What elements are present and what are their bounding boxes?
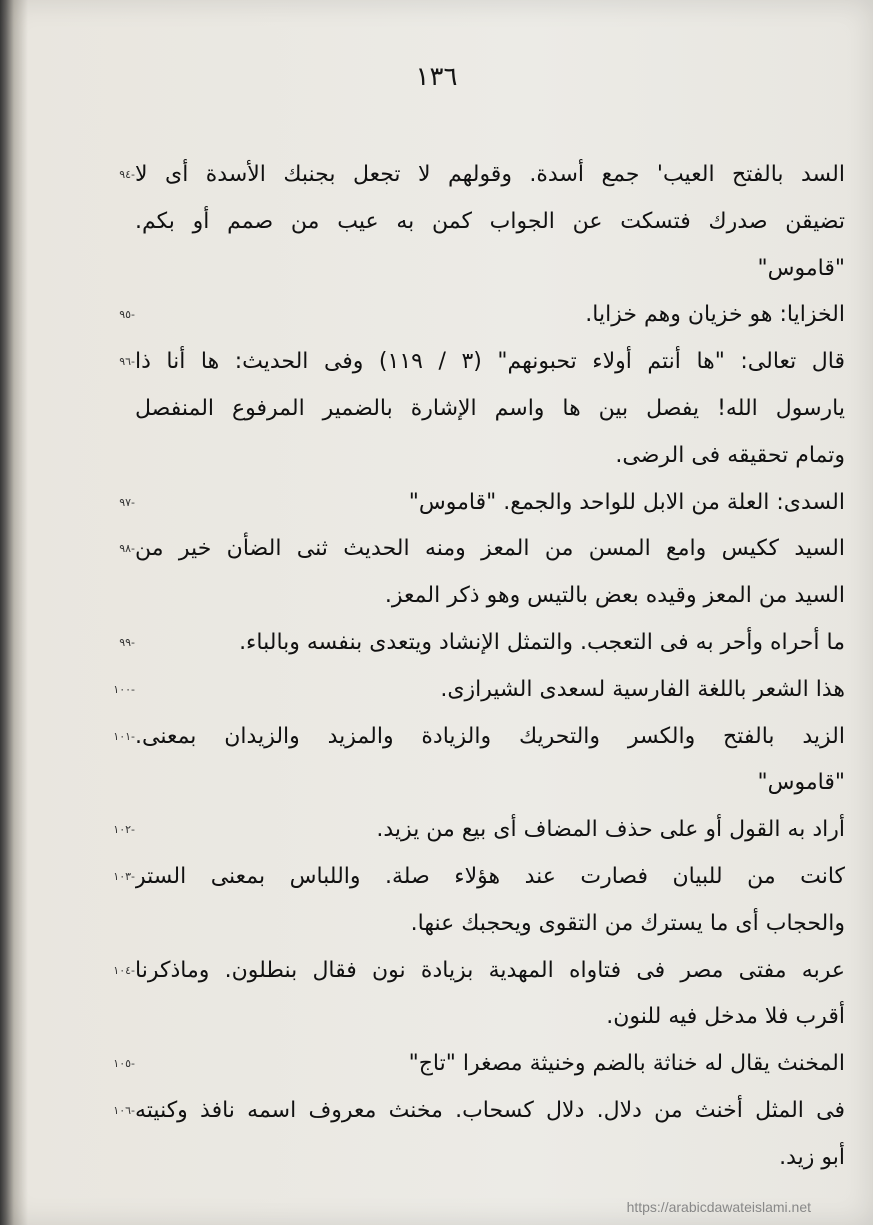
footnote-line: الخزايا: هو خزيان وهم خزايا. xyxy=(585,302,845,328)
footnote-line: هذا الشعر باللغة الفارسية لسعدى الشيرازى. xyxy=(440,676,845,702)
footnote-number: -٩٦ xyxy=(119,355,135,369)
footnote-line: والحجاب أى ما يسترك من التقوى ويحجبك عنها. xyxy=(410,910,845,936)
footnote-line: السيد ككيس وامع المسن من المعز ومنه الحديث ثنى الضأن خير من xyxy=(135,536,845,562)
footnote-line: السيد من المعز وقيده بعض بالتيس وهو ذكر المعز. xyxy=(384,583,845,609)
footnote-number: -٩٧ xyxy=(119,495,135,509)
footnote-body xyxy=(135,152,845,292)
watermark-url: https://arabicdawateislami.net xyxy=(626,1199,811,1215)
footnote-number: -١٠٦ xyxy=(113,1103,135,1117)
footnote-body xyxy=(135,480,845,527)
footnote-line: عربه مفتى مصر فى فتاواه المهدية بزيادة نون فقال بنطلون. وماذكرنا xyxy=(135,957,845,983)
page-number: ١٣٦ xyxy=(415,62,458,92)
footnote-line: فى المثل أخنث من دلال. دلال كسحاب. مخنث معروف اسمه نافذ وكنيته xyxy=(135,1097,845,1123)
footnote xyxy=(55,480,845,527)
footnote-number: -١٠٠ xyxy=(113,682,135,696)
footnote-line: المخنث يقال له خناثة بالضم وخنيثة مصغرا "تاج" xyxy=(408,1051,845,1077)
footnote-number: -٩٥ xyxy=(119,308,135,322)
footnote-body xyxy=(135,948,845,1042)
footnote xyxy=(55,339,845,479)
footnote-number: -٩٨ xyxy=(119,542,135,556)
footnote-line: الزيد بالفتح والكسر والتحريك والزيادة والمزيد والزيدان بمعنى. xyxy=(135,723,845,749)
footnote-line: أقرب فلا مدخل فيه للنون. xyxy=(606,1004,845,1030)
footnote xyxy=(55,714,845,808)
footnote-number: -٩٤ xyxy=(119,168,135,181)
footnote-line: تضيقن صدرك فتسكت عن الجواب كمن به عيب من صمم أو بكم. xyxy=(135,208,845,234)
footnote xyxy=(55,526,845,620)
footnote-number: -١٠٥ xyxy=(113,1057,135,1071)
footnote-body xyxy=(135,667,845,714)
footnotes-list xyxy=(55,152,845,1182)
footnote-number: -١٠١ xyxy=(113,729,135,743)
footnote-line: ما أحراه وأحر به فى التعجب. والتمثل الإنشاد ويتعدى بنفسه وبالباء. xyxy=(239,629,845,655)
footnote-line: يارسول الله! يفصل بين ها واسم الإشارة بالضمير المرفوع المنفصل xyxy=(135,395,845,421)
footnote-line: "قاموس" xyxy=(757,770,845,796)
footnote-body xyxy=(135,714,845,808)
footnote xyxy=(55,292,845,339)
footnote-body xyxy=(135,807,845,854)
footnote-body xyxy=(135,854,845,948)
footnote-body xyxy=(135,526,845,620)
footnote xyxy=(55,948,845,1042)
footnote-line: وتمام تحقيقه فى الرضى. xyxy=(615,442,845,468)
footnote-line: أراد به القول أو على حذف المضاف أى بيع من يزيد. xyxy=(376,817,845,843)
footnote-line: كانت من للبيان فصارت عند هؤلاء صلة. واللباس بمعنى الستر xyxy=(135,863,845,889)
footnote-body xyxy=(135,1041,845,1088)
footnote xyxy=(55,1041,845,1088)
footnote xyxy=(55,1088,845,1182)
footnote-number: -٩٩ xyxy=(119,635,135,649)
footnote xyxy=(55,807,845,854)
footnote-line: السدى: العلة من الابل للواحد والجمع. "قاموس" xyxy=(408,489,845,515)
footnote-number: -١٠٣ xyxy=(113,869,135,883)
footnote-line: قال تعالى: "ها أنتم أولاء تحبونهم" (٣ / ١١٩) وفى الحديث: ها أنا ذا xyxy=(135,349,845,375)
footnote xyxy=(55,620,845,667)
footnote xyxy=(55,854,845,948)
footnote-line: "قاموس" xyxy=(757,255,845,281)
footnote-body xyxy=(135,292,845,339)
footnote-body xyxy=(135,1088,845,1182)
footnote-line: السد بالفتح العيب' جمع أسدة. وقولهم لا تجعل بجنبك الأسدة أى لا xyxy=(135,162,845,187)
footnote-number: -١٠٤ xyxy=(113,963,135,977)
footnote xyxy=(55,667,845,714)
footnote-body xyxy=(135,339,845,479)
footnote-line: أبو زيد. xyxy=(779,1144,845,1170)
footnote-number: -١٠٢ xyxy=(113,823,135,837)
footnote-body xyxy=(135,620,845,667)
footnote xyxy=(55,152,845,292)
